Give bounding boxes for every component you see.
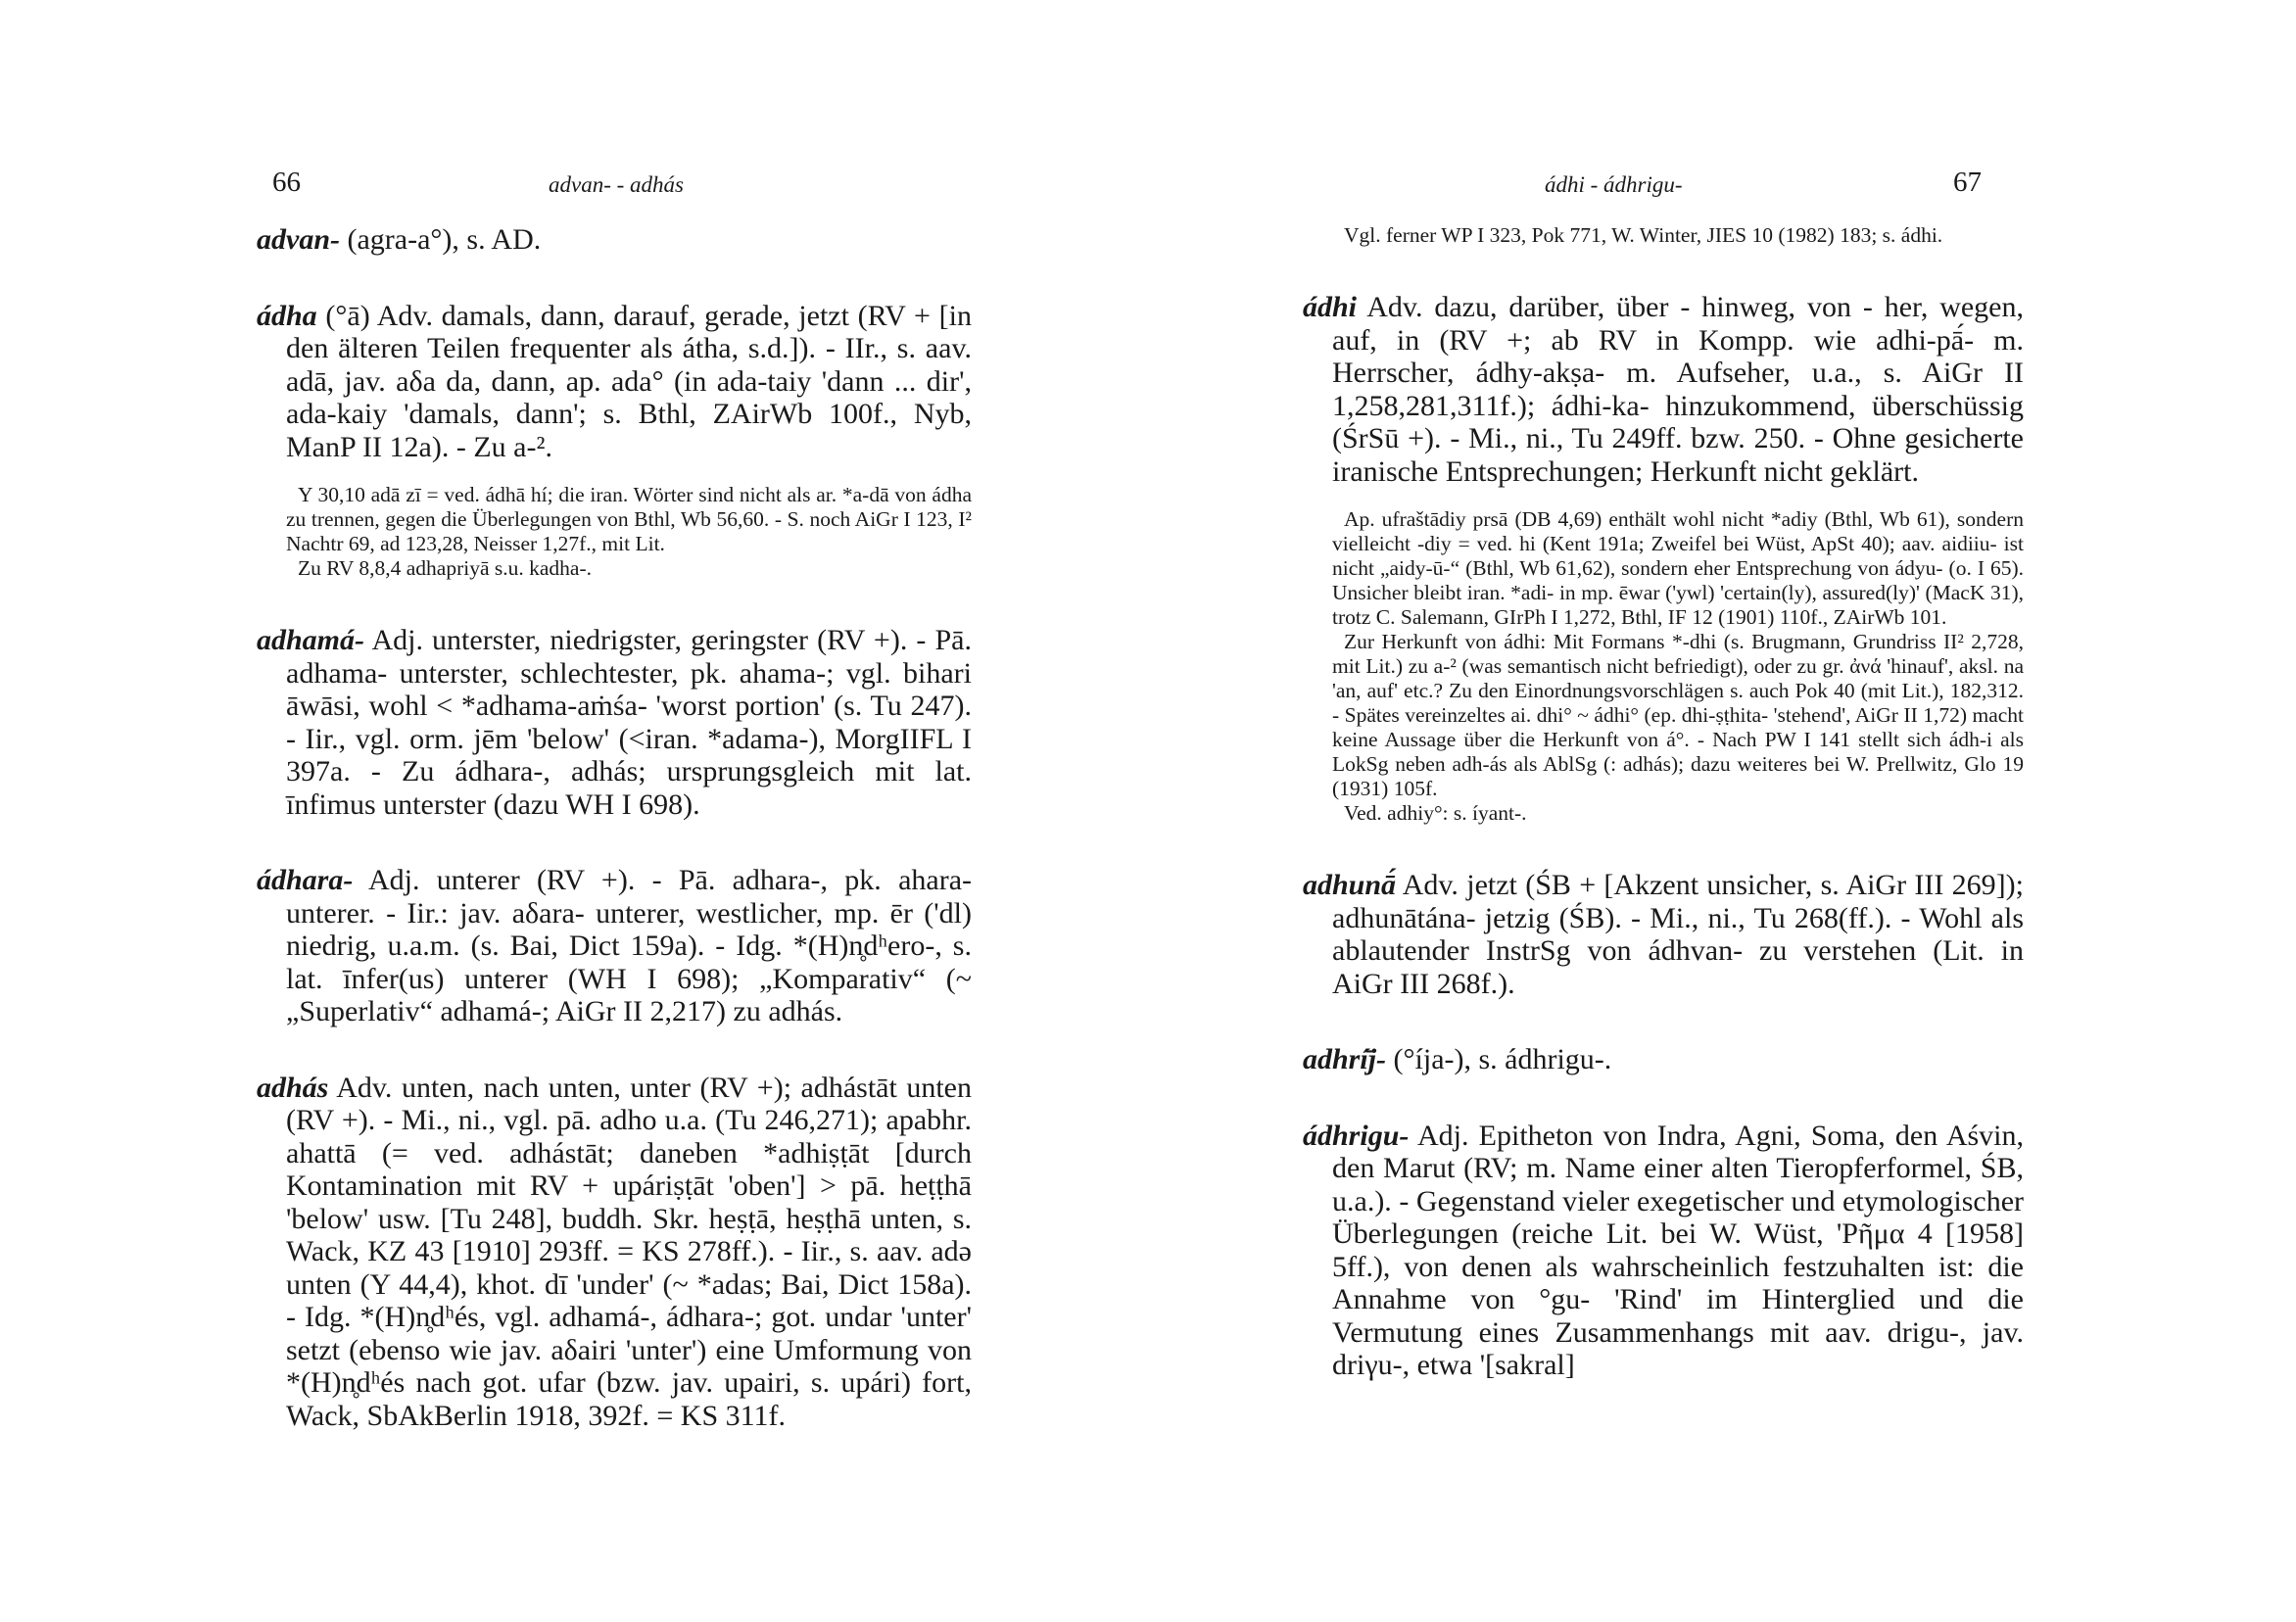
page-number: 66 <box>272 167 301 198</box>
entry: adhás Adv. unten, nach unten, unter (RV +); adhástāt unten (RV +). - Mi., ni., vgl. pā. adho u.a. (Tu 246,271); apabhr. ahattā (= ved. adhástāt; daneben *adhiṣṭāt [durch Kontamination mit RV + upáriṣṭāt 'oben'] > pā. heṭṭhā 'below' usw. [Tu 248], buddh. Skr. heṣṭā, heṣṭhā unten, s. Wack, KZ 43 [1910] 293ff. = KS 278ff.). - Iir., s. aav. adə unten (Y 44,4), khot. dī 'under' (~ *adas; Bai, Dict 158a). - Idg. *(H)n̥dʰés, vgl. adhamá-, ádhara-; got. undar 'unter' setzt (ebenso wie jav. aδairi 'unter') eine Umformung von *(H)n̥dʰés nach got. ufar (bzw. jav. upairi, s. upári) fort, Wack, SbAkBerlin 1918, 392f. = KS 311f. <box>257 1071 972 1432</box>
text-column <box>1303 223 2024 1382</box>
note: Ap. ufraštādiy prsā (DB 4,69) enthält wohl nicht *adiy (Bthl, Wb 61), sondern vielleicht -diy = ved. hi (Kent 191a; Zweifel bei Wüst, ApSt 40); aav. aidiiu- ist nicht „aidy-ū-“ (Bthl, Wb 61,62), sondern eher Entsprechung von ádyu- (o. I 65). Unsicher bleibt iran. *adi- in mp. ēwar ('ywl) 'certain(ly), assured(ly)' (MacK 31), trotz C. Salemann, GIrPh I 1,272, Bthl, IF 12 (1901) 110f., ZAirWb 101. Zur Herkunft von ádhi: Mit Formans *-dhi (s. Brugmann, Grundriss II² 2,728, mit Lit.) zu a-² (was semantisch nicht befriedigt), oder zu gr. ἀνά 'hinauf', aksl. na 'an, auf' etc.? Zu den Einordnungsvorschlägen s. auch Pok 40 (mit Lit.), 182,312. - Spätes vereinzeltes ai. dhi° ~ ádhi° (ep. dhi-ṣṭhita- 'stehend', AiGr II 1,72) macht keine Aussage über die Herkunft von á°. - Nach PW I 141 stellt sich ádh-i als LokSg neben adh-ás als AblSg (: adhás); dazu weiteres bei W. Prellwitz, Glo 19 (1931) 105f. Ved. adhiy°: s. íyant-. <box>1332 507 2024 825</box>
entry: ádhrigu- Adj. Epitheton von Indra, Agni, Soma, den Aśvin, den Marut (RV; m. Name einer alten Tieropferformel, ŚB, u.a.). - Gegenstand vieler exegetischer und etymologischer Überlegungen (reiche Lit. bei W. Wüst, 'Pῆμα 4 [1958] 5ff.), von denen als wahrscheinlich festzuhalten ist: die Annahme von °gu- 'Rind' im Hinterglied und die Vermutung eines Zusammenhangs mit aav. drigu-, jav. driγu-, etwa '[sakral] <box>1303 1119 2024 1381</box>
entry: ádhara- Adj. unterer (RV +). - Pā. adhara-, pk. ahara- unterer. - Iir.: jav. aδara- unterer, westlicher, mp. ēr ('dl) niedrig, u.a.m. (s. Bai, Dict 159a). - Idg. *(H)n̥dʰero-, s. lat. īnfer(us) unterer (WH I 698); „Komparativ“ (~ „Superlativ“ adhamá-; AiGr II 2,217) zu adhás. <box>257 864 972 1027</box>
entry: ádhi Adv. dazu, darüber, über - hinweg, von - her, wegen, auf, in (RV +; ab RV in Kompp. wie adhi-pā́- m. Herrscher, ádhy-akṣa- m. Aufseher, u.a., s. AiGr II 1,258,281,311f.); ádhi-ka- hinzukommend, überschüssig (ŚrSū +). - Mi., ni., Tu 249ff. bzw. 250. - Ohne gesicherte iranische Entsprechungen; Herkunft nicht geklärt. <box>1303 291 2024 488</box>
entry: ádha (°ā) Adv. damals, dann, darauf, gerade, jetzt (RV + [in den älteren Teilen frequenter als átha, s.d.]). - IIr., s. aav. adā, jav. aδa da, dann, ap. ada° (in ada-taiy 'dann ... dir', ada-kaiy 'damals, dann'; s. Bthl, ZAirWb 100f., Nyb, ManP II 12a). - Zu a-². <box>257 299 972 463</box>
note: Vgl. ferner WP I 323, Pok 771, W. Winter, JIES 10 (1982) 183; s. ádhi. <box>1344 223 1943 247</box>
text-column <box>257 223 972 1432</box>
entry: adhrí̄j- (°íja-), s. ádhrigu-. <box>1303 1043 1612 1075</box>
running-head: advan- - adhás <box>549 172 684 197</box>
entry: advan- (agra-a°), s. AD. <box>257 223 542 256</box>
entry: adhamá- Adj. unterster, niedrigster, geringster (RV +). - Pā. adhama- unterster, schlechtester, pk. ahama-; vgl. bihari āwāsi, wohl < *adhama-aṁśa- 'worst portion' (s. Tu 247). - Iir., vgl. orm. jēm 'below' (<iran. *adama-), MorgIIFL I 397a. - Zu ádhara-, adhás; ursprungsgleich mit lat. īnfimus unterster (dazu WH I 698). <box>257 624 972 821</box>
entry: adhunā́ Adv. jetzt (ŚB + [Akzent unsicher, s. AiGr III 269]); adhunātána- jetzig (ŚB). - Mi., ni., Tu 268(ff.). - Wohl als ablautender InstrSg von ádhvan- zu verstehen (Lit. in AiGr III 268f.). <box>1303 869 2024 1000</box>
running-head: ádhi - ádhrigu- <box>1545 172 1683 197</box>
right-page <box>1148 0 2296 1622</box>
note: Y 30,10 adā zī = ved. ádhā hí; die iran. Wörter sind nicht als ar. *a-dā von ádha zu trennen, gegen die Überlegungen von Bthl, Wb 56,60. - S. noch AiGr I 123, I² Nachtr 69, ad 123,28, Neisser 1,27f., mit Lit. Zu RV 8,8,4 adhapriyā s.u. kadha-. <box>286 483 972 580</box>
page-number: 67 <box>1953 167 1982 198</box>
